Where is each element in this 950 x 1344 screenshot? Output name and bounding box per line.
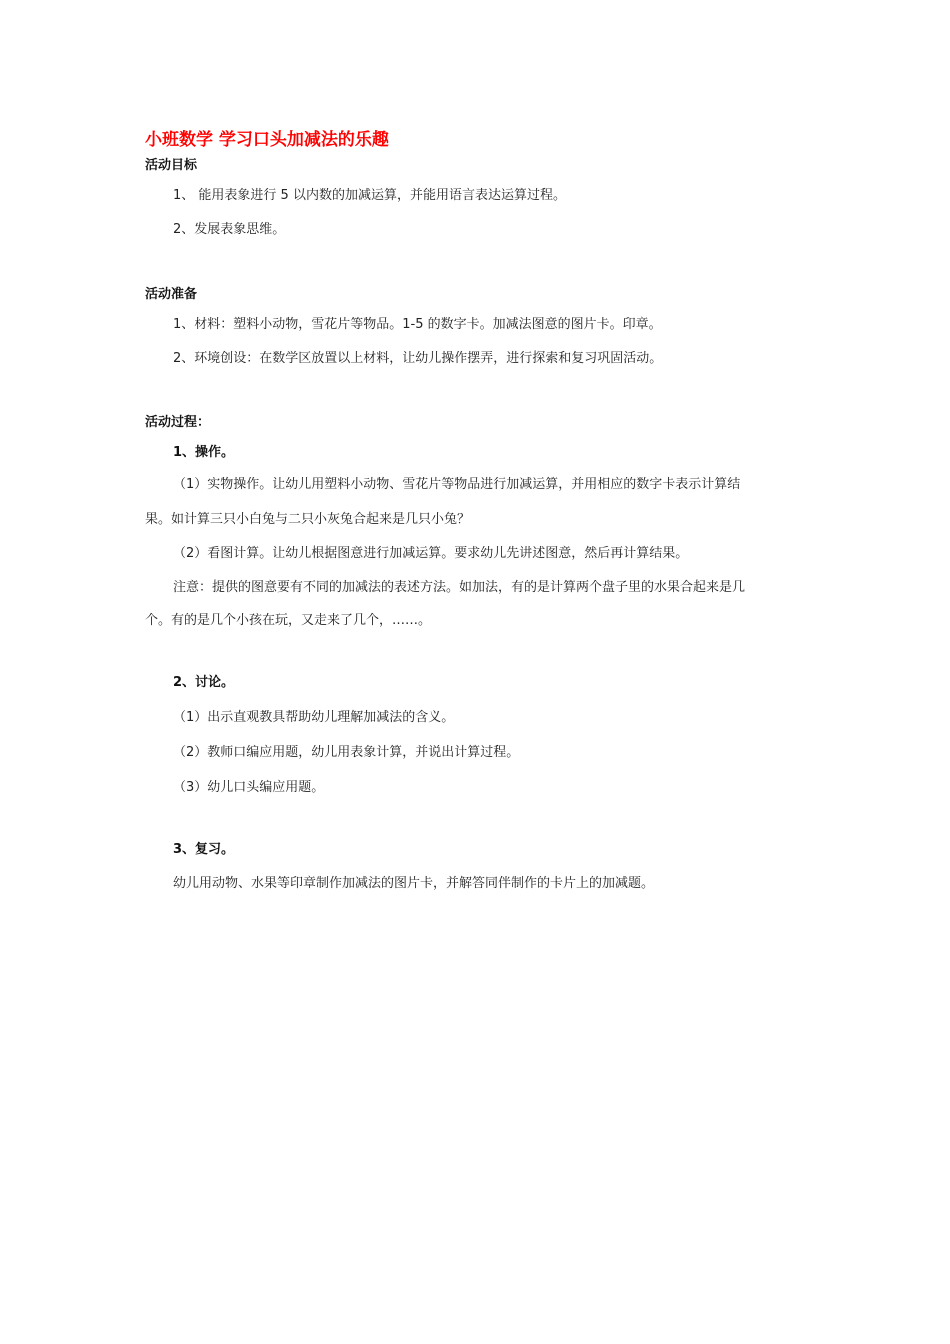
- preparation-item-2: 2、环境创设：在数学区放置以上材料，让幼儿操作摆弄，进行探索和复习巩固活动。: [173, 351, 663, 366]
- document-title: 小班数学 学习口头加减法的乐趣: [145, 130, 389, 150]
- goal-item-2: 2、发展表象思维。: [173, 222, 286, 237]
- discussion-heading: 2、讨论。: [173, 675, 235, 690]
- preparation-heading: 活动准备: [145, 287, 198, 302]
- operation-paragraph-1-line-1: （1）实物操作。让幼儿用塑料小动物、雪花片等物品进行加减运算，并用相应的数字卡表示计算结: [173, 477, 741, 492]
- operation-paragraph-2: （2）看图计算。让幼儿根据图意进行加减运算。要求幼儿先讲述图意，然后再计算结果。: [173, 546, 689, 561]
- operation-note-line-1: 注意：提供的图意要有不同的加减法的表述方法。如加法，有的是计算两个盘子里的水果合起来是几: [173, 580, 746, 595]
- operation-heading: 1、操作。: [173, 445, 235, 460]
- review-text: 幼儿用动物、水果等印章制作加减法的图片卡，并解答同伴制作的卡片上的加减题。: [173, 876, 655, 891]
- discussion-item-1: （1）出示直观教具帮助幼儿理解加减法的含义。: [173, 710, 455, 725]
- process-heading: 活动过程：: [145, 415, 211, 430]
- review-heading: 3、复习。: [173, 842, 235, 857]
- preparation-item-1: 1、材料：塑料小动物，雪花片等物品。1-5 的数字卡。加减法图意的图片卡。印章。: [173, 317, 662, 332]
- operation-paragraph-1-line-2: 果。如计算三只小白兔与二只小灰兔合起来是几只小兔？: [145, 512, 471, 527]
- discussion-item-2: （2）教师口编应用题，幼儿用表象计算，并说出计算过程。: [173, 745, 520, 760]
- operation-note-line-2: 个。有的是几个小孩在玩，又走来了几个，……。: [145, 613, 432, 628]
- discussion-item-3: （3）幼儿口头编应用题。: [173, 780, 325, 795]
- goals-heading: 活动目标: [145, 158, 198, 173]
- goal-item-1: 1、 能用表象进行 5 以内数的加减运算，并能用语言表达运算过程。: [173, 188, 566, 203]
